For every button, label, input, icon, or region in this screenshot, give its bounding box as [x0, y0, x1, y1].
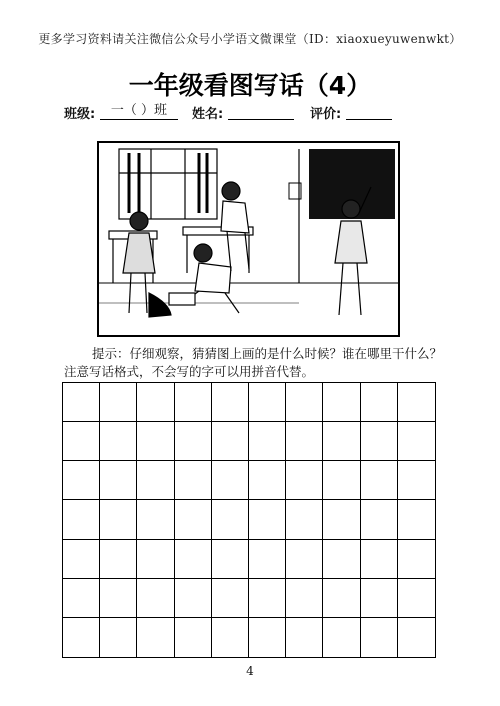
- student-info-row: [64, 103, 444, 121]
- grid-cell[interactable]: [212, 618, 249, 657]
- grid-cell[interactable]: [175, 579, 212, 618]
- grid-cell[interactable]: [63, 383, 100, 422]
- grade-label: 评价:: [310, 107, 342, 122]
- grid-cell[interactable]: [63, 422, 100, 461]
- grid-cell[interactable]: [398, 461, 435, 500]
- grid-cell[interactable]: [249, 422, 286, 461]
- grid-cell[interactable]: [286, 618, 323, 657]
- class-label: 班级:: [64, 107, 96, 122]
- hint-line-1: 提示：仔细观察，猜猜图上画的是什么时候？谁在哪里干什么？: [92, 346, 443, 361]
- grid-cell[interactable]: [323, 540, 360, 579]
- grid-cell[interactable]: [361, 579, 398, 618]
- grid-cell[interactable]: [323, 579, 360, 618]
- grid-cell[interactable]: [175, 461, 212, 500]
- grid-cell[interactable]: [249, 461, 286, 500]
- child-figure-center: [169, 244, 239, 313]
- grid-cell[interactable]: [323, 500, 360, 539]
- class-field[interactable]: 一（ ）班: [100, 103, 178, 120]
- grid-cell[interactable]: [63, 618, 100, 657]
- grid-cell[interactable]: [212, 383, 249, 422]
- grid-cell[interactable]: [100, 461, 137, 500]
- grid-cell[interactable]: [249, 579, 286, 618]
- grid-cell[interactable]: [286, 461, 323, 500]
- grid-cell[interactable]: [100, 540, 137, 579]
- grid-cell[interactable]: [137, 422, 174, 461]
- grid-cell[interactable]: [100, 422, 137, 461]
- grid-cell[interactable]: [286, 540, 323, 579]
- grid-cell[interactable]: [323, 461, 360, 500]
- grid-cell[interactable]: [398, 500, 435, 539]
- grid-cell[interactable]: [249, 500, 286, 539]
- grid-cell[interactable]: [398, 540, 435, 579]
- grid-cell[interactable]: [63, 500, 100, 539]
- name-field[interactable]: [228, 103, 294, 120]
- scene-illustration: [97, 141, 400, 337]
- grid-cell[interactable]: [212, 540, 249, 579]
- grid-cell[interactable]: [286, 383, 323, 422]
- window-drawing: [119, 149, 217, 219]
- grid-cell[interactable]: [137, 461, 174, 500]
- child-figure-left: [123, 212, 171, 317]
- grid-cell[interactable]: [100, 579, 137, 618]
- grid-cell[interactable]: [212, 579, 249, 618]
- grid-cell[interactable]: [398, 579, 435, 618]
- grid-cell[interactable]: [361, 618, 398, 657]
- grid-cell[interactable]: [175, 540, 212, 579]
- grid-cell[interactable]: [286, 500, 323, 539]
- child-figure-top: [221, 182, 249, 271]
- grid-cell[interactable]: [323, 422, 360, 461]
- writing-hint: [64, 345, 444, 381]
- grid-cell[interactable]: [398, 618, 435, 657]
- page-header: 更多学习资料请关注微信公众号小学语文微课堂（ID：xiaoxueyuwenwkt）: [38, 32, 462, 46]
- grid-cell[interactable]: [249, 383, 286, 422]
- grid-cell[interactable]: [249, 540, 286, 579]
- grid-cell[interactable]: [398, 422, 435, 461]
- grid-cell[interactable]: [63, 579, 100, 618]
- grid-cell[interactable]: [361, 422, 398, 461]
- grid-cell[interactable]: [175, 618, 212, 657]
- grid-cell[interactable]: [286, 579, 323, 618]
- grid-cell[interactable]: [100, 500, 137, 539]
- grid-cell[interactable]: [286, 422, 323, 461]
- grid-cell[interactable]: [175, 500, 212, 539]
- grid-cell[interactable]: [137, 500, 174, 539]
- name-label: 姓名:: [192, 107, 224, 122]
- grid-cell[interactable]: [398, 383, 435, 422]
- grid-cell[interactable]: [212, 500, 249, 539]
- grid-cell[interactable]: [361, 461, 398, 500]
- grid-cell[interactable]: [137, 383, 174, 422]
- grid-cell[interactable]: [361, 500, 398, 539]
- grid-cell[interactable]: [212, 422, 249, 461]
- grid-cell[interactable]: [361, 383, 398, 422]
- grid-cell[interactable]: [361, 540, 398, 579]
- page-number: 4: [246, 664, 254, 678]
- grid-cell[interactable]: [323, 383, 360, 422]
- grid-cell[interactable]: [175, 383, 212, 422]
- grade-field[interactable]: [346, 103, 392, 120]
- grid-cell[interactable]: [63, 461, 100, 500]
- grid-cell[interactable]: [137, 540, 174, 579]
- grid-cell[interactable]: [175, 422, 212, 461]
- grid-cell[interactable]: [100, 383, 137, 422]
- grid-cell[interactable]: [137, 579, 174, 618]
- grid-cell[interactable]: [137, 618, 174, 657]
- page-title: 一年级看图写话（4）: [128, 71, 372, 100]
- grid-cell[interactable]: [249, 618, 286, 657]
- grid-cell[interactable]: [63, 540, 100, 579]
- grid-cell[interactable]: [100, 618, 137, 657]
- hint-line-2: 注意写话格式，不会写的字可以用拼音代替。: [64, 364, 315, 379]
- grid-cell[interactable]: [323, 618, 360, 657]
- grid-cell[interactable]: [212, 461, 249, 500]
- writing-grid[interactable]: [62, 382, 436, 658]
